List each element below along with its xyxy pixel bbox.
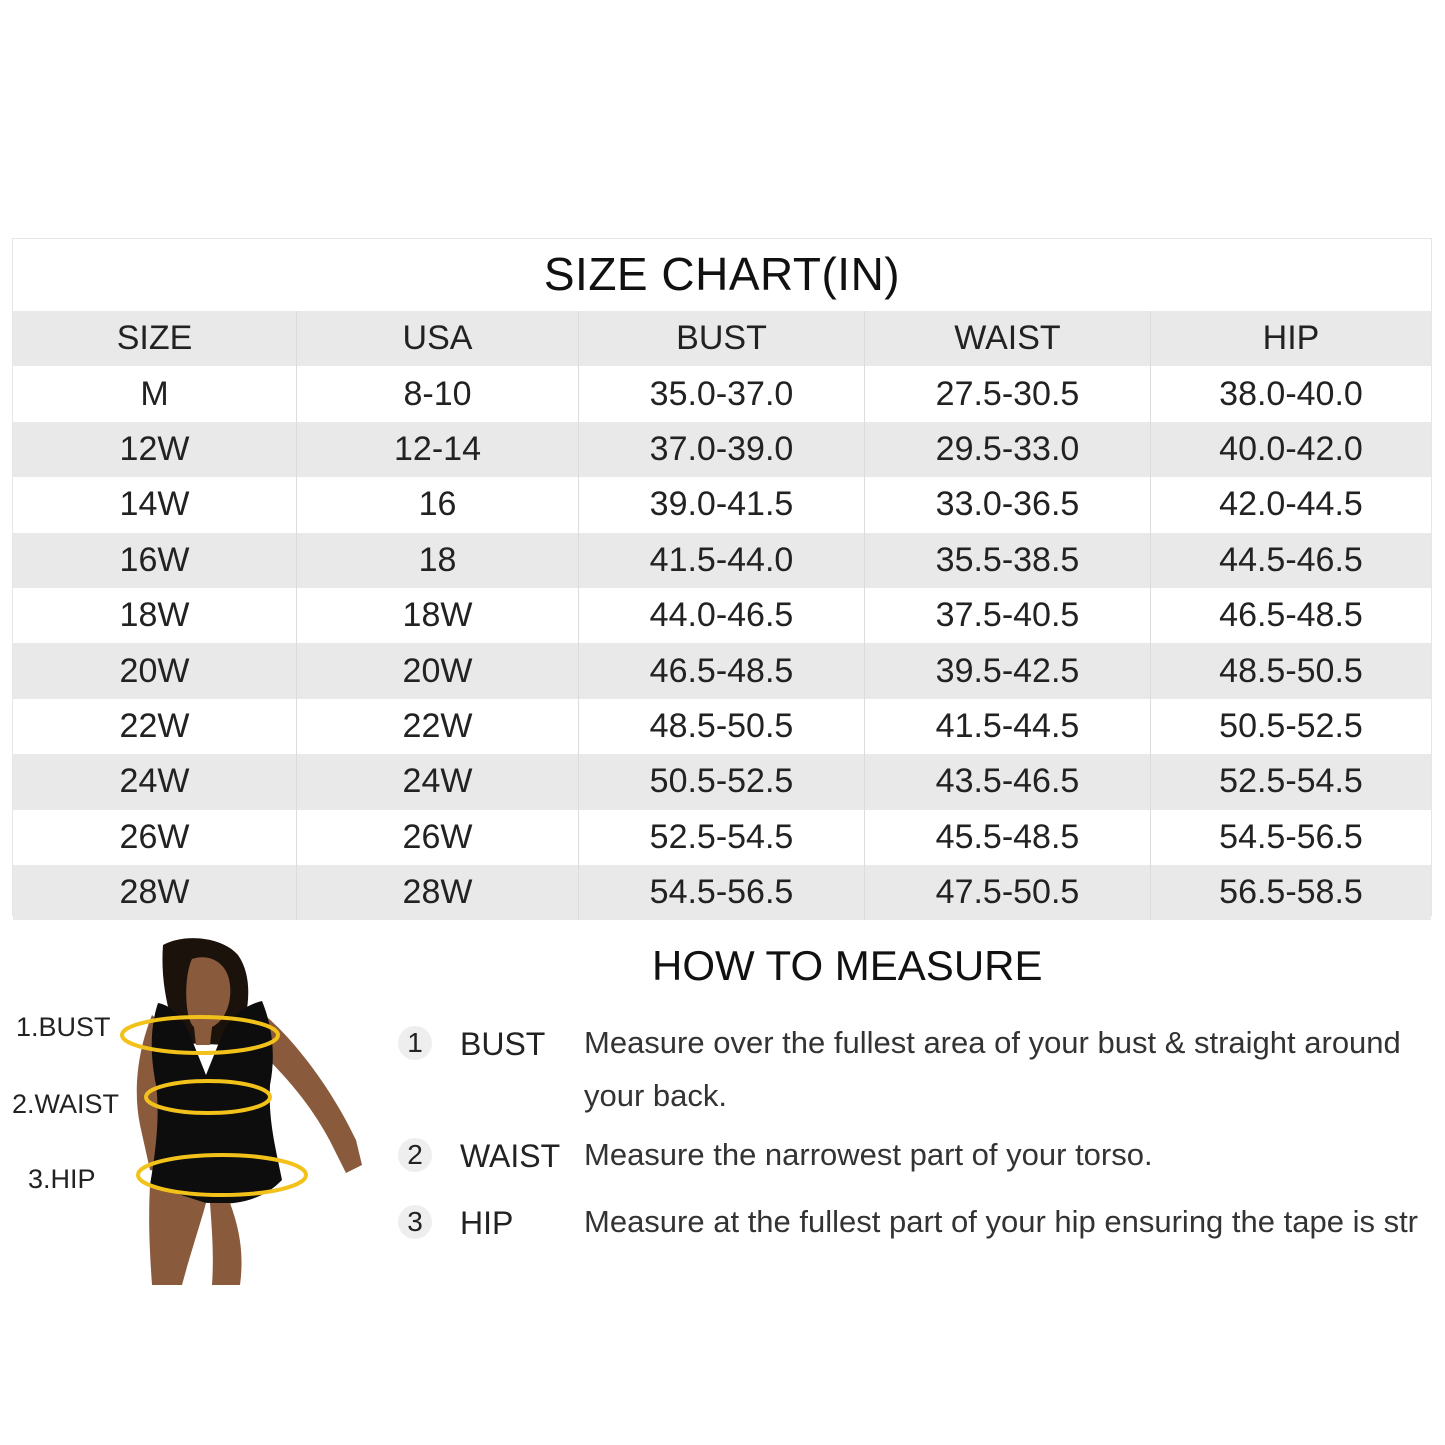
cell-waist: 37.5-40.5 xyxy=(865,588,1151,643)
cell-bust: 37.0-39.0 xyxy=(579,422,865,477)
step-number-badge: 2 xyxy=(398,1138,432,1172)
cell-hip: 56.5-58.5 xyxy=(1219,873,1363,912)
cell-waist: 41.5-44.5 xyxy=(865,699,1151,754)
cell-hip: 42.0-44.5 xyxy=(1219,485,1363,524)
table-row xyxy=(13,588,1431,643)
cell-bust: 46.5-48.5 xyxy=(579,643,865,698)
cell-hip: 52.5-54.5 xyxy=(1219,762,1363,801)
figure-label-waist: 2.WAIST xyxy=(12,1089,120,1119)
table-row xyxy=(13,477,1431,532)
cell-usa: 18 xyxy=(297,533,579,588)
figure-label-bust: 1.BUST xyxy=(16,1012,111,1042)
cell-size: M xyxy=(13,366,297,421)
cell-size: 16W xyxy=(13,533,297,588)
table-row xyxy=(13,754,1431,809)
cell-bust: 50.5-52.5 xyxy=(579,754,865,809)
size-table xyxy=(13,311,1431,920)
cell-hip: 40.0-42.0 xyxy=(1219,429,1363,468)
measure-step-waist xyxy=(398,1138,1445,1198)
cell-hip: 46.5-48.5 xyxy=(1219,596,1363,635)
header-waist: WAIST xyxy=(865,311,1151,366)
cell-size: 20W xyxy=(13,643,297,698)
cell-bust: 54.5-56.5 xyxy=(579,865,865,920)
header-bust: BUST xyxy=(579,311,865,366)
size-chart xyxy=(12,238,1432,916)
cell-hip: 48.5-50.5 xyxy=(1219,651,1363,690)
table-row xyxy=(13,422,1431,477)
cell-usa: 26W xyxy=(297,810,579,865)
figure-label-hip: 3.HIP xyxy=(28,1164,96,1194)
step-number-badge: 1 xyxy=(398,1026,432,1060)
cell-usa: 18W xyxy=(297,588,579,643)
cell-usa: 20W xyxy=(297,643,579,698)
step-name: BUST xyxy=(460,1026,546,1062)
cell-bust: 35.0-37.0 xyxy=(579,366,865,421)
cell-waist: 33.0-36.5 xyxy=(865,477,1151,532)
cell-waist: 39.5-42.5 xyxy=(865,643,1151,698)
table-row xyxy=(13,810,1431,865)
cell-waist: 35.5-38.5 xyxy=(865,533,1151,588)
cell-bust: 39.0-41.5 xyxy=(579,477,865,532)
step-name: WAIST xyxy=(460,1138,561,1174)
cell-waist: 27.5-30.5 xyxy=(865,366,1151,421)
cell-usa: 8-10 xyxy=(297,366,579,421)
chart-title: SIZE CHART(IN) xyxy=(543,248,901,300)
cell-size: 14W xyxy=(13,477,297,532)
cell-bust: 48.5-50.5 xyxy=(579,699,865,754)
cell-size: 28W xyxy=(13,865,297,920)
cell-bust: 52.5-54.5 xyxy=(579,810,865,865)
cell-hip: 54.5-56.5 xyxy=(1219,817,1363,856)
cell-size: 22W xyxy=(13,699,297,754)
leg-right xyxy=(210,1203,242,1285)
cell-usa: 12-14 xyxy=(297,422,579,477)
header-size: SIZE xyxy=(13,311,297,366)
step-description: Measure the narrowest part of your torso. xyxy=(584,1137,1153,1172)
table-row xyxy=(13,643,1431,698)
cell-size: 26W xyxy=(13,810,297,865)
header-hip: HIP xyxy=(1262,319,1320,358)
cell-hip: 44.5-46.5 xyxy=(1219,540,1363,579)
cell-usa: 28W xyxy=(297,865,579,920)
table-row xyxy=(13,699,1431,754)
cell-waist: 45.5-48.5 xyxy=(865,810,1151,865)
step-description: Measure at the fullest part of your hip ensuring the tape is str xyxy=(584,1204,1419,1239)
cell-usa: 24W xyxy=(297,754,579,809)
cell-size: 12W xyxy=(13,422,297,477)
measure-step-bust xyxy=(398,1026,1445,1126)
cell-size: 18W xyxy=(13,588,297,643)
cell-usa: 16 xyxy=(297,477,579,532)
cell-hip: 50.5-52.5 xyxy=(1219,706,1363,745)
cell-bust: 44.0-46.5 xyxy=(579,588,865,643)
table-row xyxy=(13,533,1431,588)
table-header-row xyxy=(13,311,1431,366)
table-row xyxy=(13,865,1431,920)
measurement-figure xyxy=(0,935,380,1285)
cell-waist: 47.5-50.5 xyxy=(865,865,1151,920)
step-number-badge: 3 xyxy=(398,1205,432,1239)
cell-bust: 41.5-44.0 xyxy=(579,533,865,588)
cell-waist: 29.5-33.0 xyxy=(865,422,1151,477)
step-name: HIP xyxy=(460,1205,514,1241)
cell-size: 24W xyxy=(13,754,297,809)
measure-step-hip xyxy=(398,1205,1445,1265)
header-usa: USA xyxy=(297,311,579,366)
cell-waist: 43.5-46.5 xyxy=(865,754,1151,809)
step-description: Measure over the fullest area of your bust & straight around your back. xyxy=(584,1025,1401,1113)
table-row xyxy=(13,366,1431,421)
cell-usa: 22W xyxy=(297,699,579,754)
cell-hip: 38.0-40.0 xyxy=(1219,374,1363,413)
how-to-measure-title: HOW TO MEASURE xyxy=(652,942,1043,989)
